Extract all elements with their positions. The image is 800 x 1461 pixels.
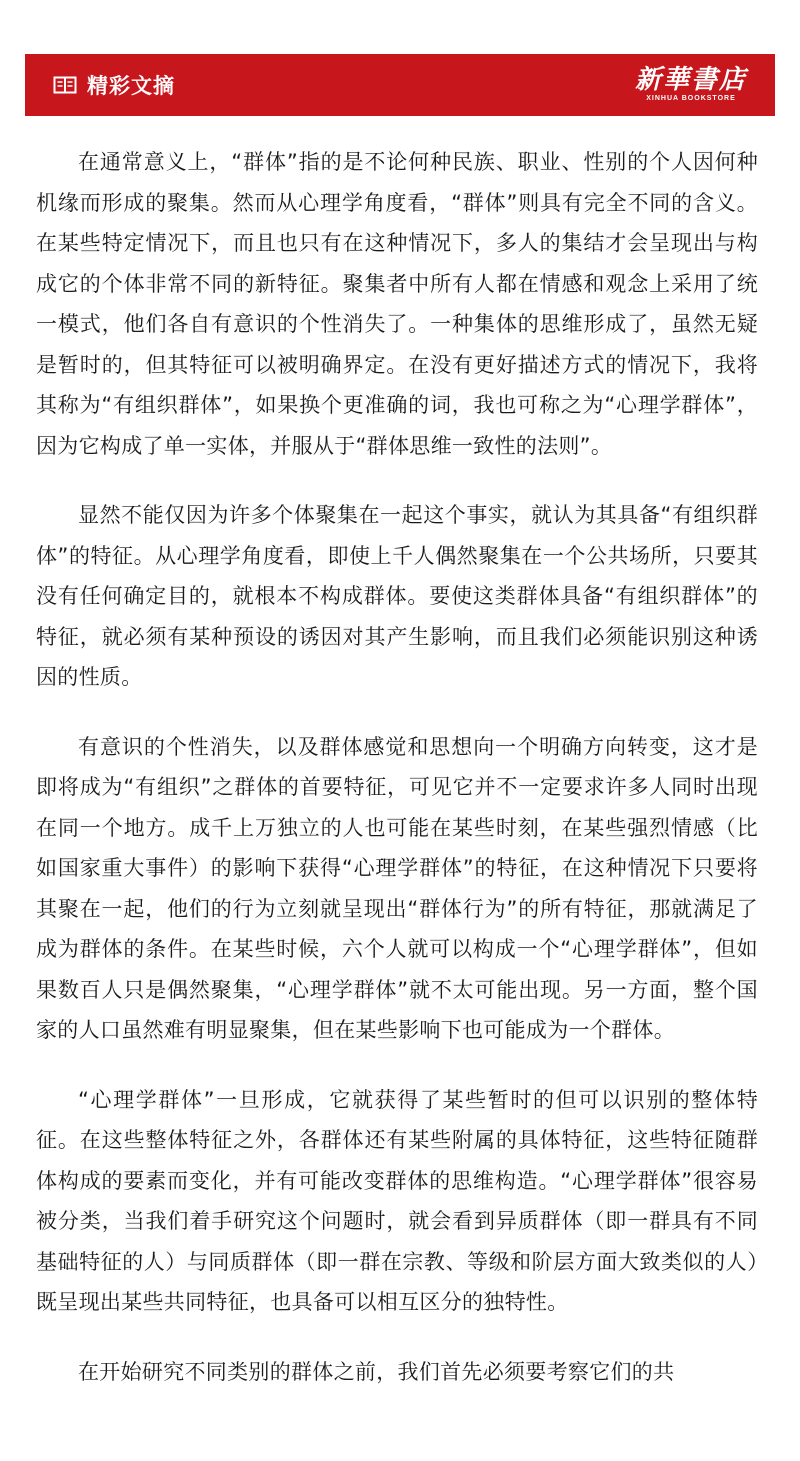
paragraph: “心理学群体”一旦形成，它就获得了某些暂时的但可以识别的整体特征。在这些整体特征之外，各群体还有某些附属的具体特征，这些特征随群体构成的要素而变化，并有可能改变群体的思维构造。“心理学群体”很容易被分类，当我们着手研究这个问题时，就会看到异质群体（即一群具有不同基础特征的人）与同质群体（即一群在宗教、等级和阶层方面大致类似的人）既呈现出某些共同特征，也具备可以相互区分的独特性。 (36, 1087, 758, 1314)
paragraph: 有意识的个性消失，以及群体感觉和思想向一个明确方向转变，这才是即将成为“有组织”之群体的首要特征，可见它并不一定要求许多人同时出现在同一个地方。成千上万独立的人也可能在某些时刻，在某些强烈情感（比如国家重大事件）的影响下获得“心理学群体”的特征，在这种情况下只要将其聚在一起，他们的行为立刻就呈现出“群体行为”的所有特征，那就满足了成为群体的条件。在某些时候，六个人就可以构成一个“心理学群体”，但如果数百人只是偶然聚集，“心理学群体”就不太可能出现。另一方面，整个国家的人口虽然难有明显聚集，但在某些影响下也可能成为一个群体。 (36, 734, 758, 1042)
section-heading (53, 70, 175, 100)
section-title: 精彩文摘 (87, 74, 175, 98)
paragraph: 在开始研究不同类别的群体之前，我们首先必须要考察它们的共 (78, 1359, 675, 1384)
header-banner (25, 54, 775, 116)
paragraph: 在通常意义上，“群体”指的是不论何种民族、职业、性别的个人因何种机缘而形成的聚集。然而从心理学角度看，“群体”则具有完全不同的含义。在某些特定情况下，而且也只有在这种情况下，多人的集结才会呈现出与构成它的个体非常不同的新特征。聚集者中所有人都在情感和观念上采用了统一模式，他们各自有意识的个性消失了。一种集体的思维形成了，虽然无疑是暂时的，但其特征可以被明确界定。在没有更好描述方式的情况下，我将其称为“有组织群体”，如果换个更准确的词，我也可称之为“心理学群体”，因为它构成了单一实体，并服从于“群体思维一致性的法则”。 (36, 150, 758, 458)
open-book-icon (53, 76, 77, 94)
article-body (36, 142, 758, 1421)
brand-logo (635, 66, 747, 104)
brand-name: 新華書店 (634, 65, 747, 95)
brand-subtitle: XINHUA BOOKSTORE (646, 95, 736, 102)
paragraph: 显然不能仅因为许多个体聚集在一起这个事实，就认为其具备“有组织群体”的特征。从心理学角度看，即使上千人偶然聚集在一个公共场所，只要其没有任何确定目的，就根本不构成群体。要使这类群体具备“有组织群体”的特征，就必须有某种预设的诱因对其产生影响，而且我们必须能识别这种诱因的性质。 (36, 503, 758, 689)
